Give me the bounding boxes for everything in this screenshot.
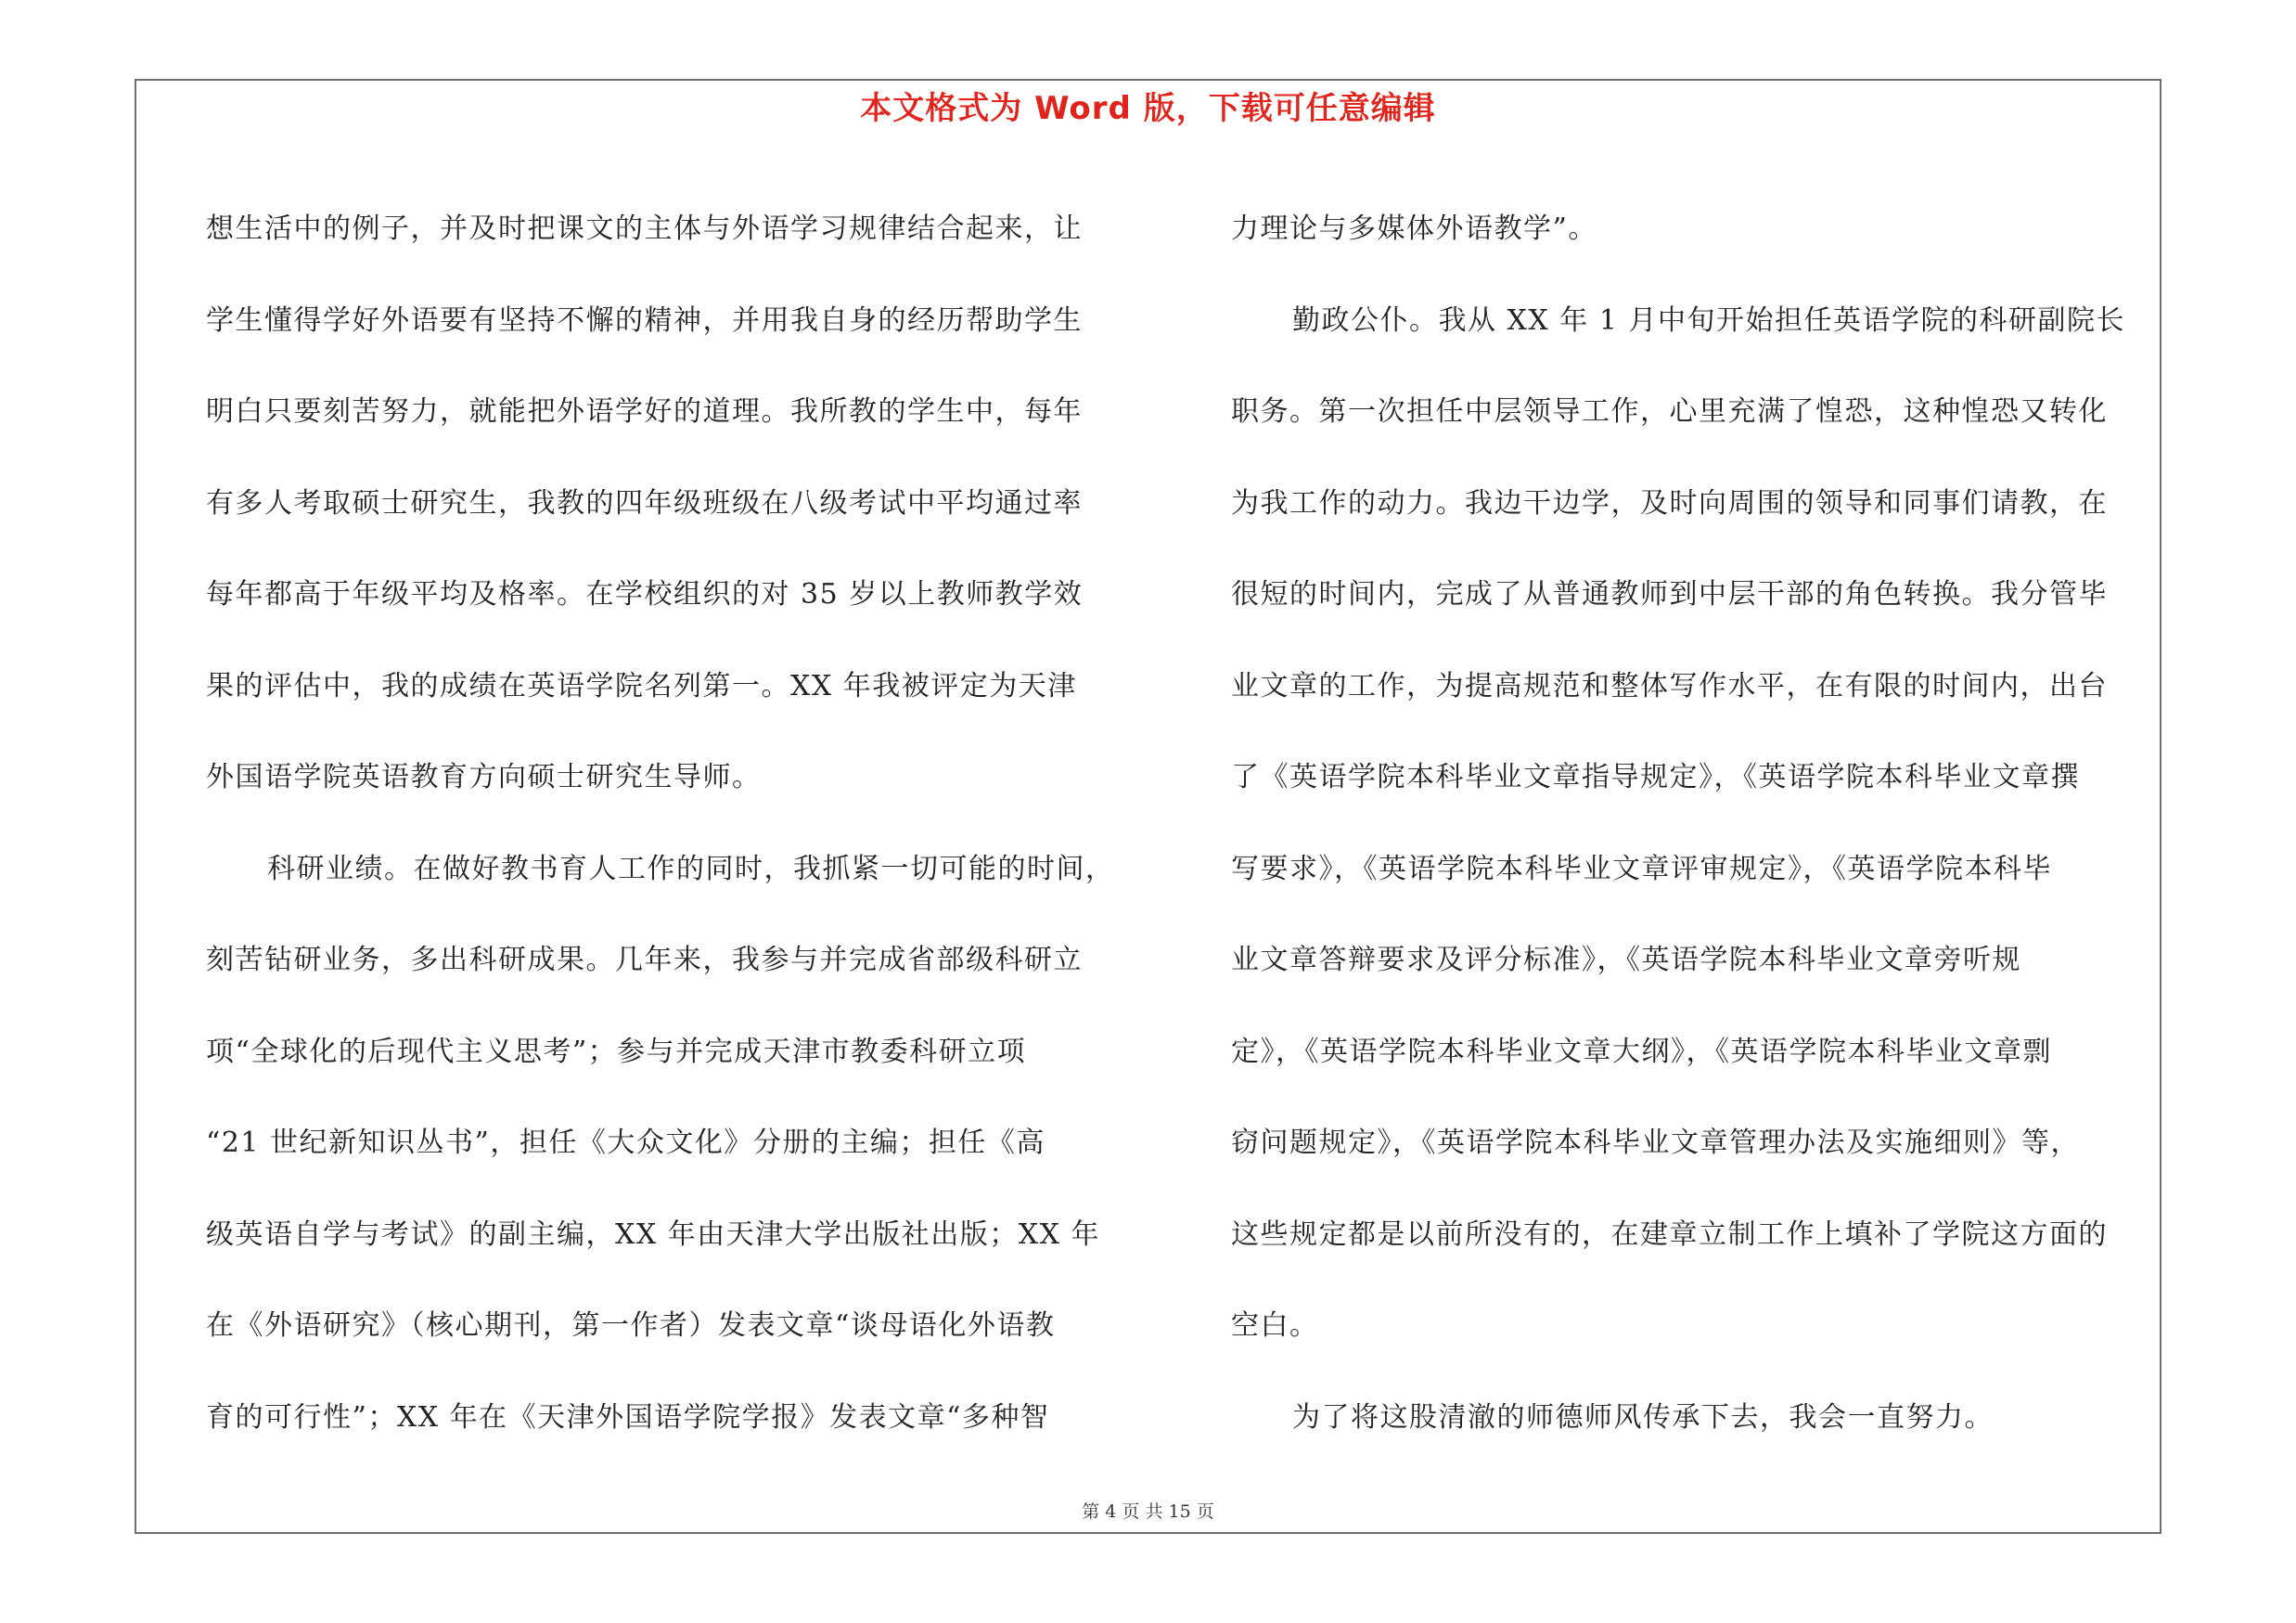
text-line: 项“全球化的后现代主义思考”；参与并完成天津市教委科研立项	[206, 1035, 1027, 1068]
text-line: 在《外语研究》（核心期刊，第一作者）发表文章“谈母语化外语教	[206, 1309, 1056, 1342]
text-line: 这些规定都是以前所没有的，在建章立制工作上填补了学院这方面的	[1231, 1217, 2108, 1251]
text-line: 力理论与多媒体外语教学”。	[1231, 213, 1597, 245]
text-line: 级英语自学与考试》的副主编，XX 年由天津大学出版社出版；XX 年	[206, 1217, 1101, 1251]
text-line: 写要求》，《英语学院本科毕业文章评审规定》，《英语学院本科毕	[1231, 852, 2052, 885]
text-line: 了《英语学院本科毕业文章指导规定》，《英语学院本科毕业文章撰	[1231, 761, 2080, 793]
text-line: 为我工作的动力。我边干边学，及时向周围的领导和同事们请教，在	[1231, 486, 2108, 520]
paragraph-start-line: 为了将这股清澈的师德师风传承下去，我会一直努力。	[1292, 1400, 1994, 1434]
text-line: 很短的时间内，完成了从普通教师到中层干部的角色转换。我分管毕	[1231, 578, 2108, 611]
text-line: “21 世纪新知识丛书”，担任《大众文化》分册的主编；担任《高	[206, 1127, 1045, 1159]
text-line: 想生活中的例子，并及时把课文的主体与外语学习规律结合起来，让	[206, 213, 1083, 245]
text-line: 学生懂得学好外语要有坚持不懈的精神，并用我自身的经历帮助学生	[206, 303, 1083, 337]
page-footer: 第 4 页 共 15 页	[1082, 1501, 1214, 1522]
text-line: 定》，《英语学院本科毕业文章大纲》，《英语学院本科毕业文章剽	[1231, 1035, 2052, 1068]
left-column	[206, 184, 1124, 1463]
text-line: 果的评估中，我的成绩在英语学院名列第一。XX 年我被评定为天津	[206, 669, 1077, 702]
paragraph-start-line: 科研业绩。在做好教书育人工作的同时，我抓紧一切可能的时间，	[267, 852, 1115, 885]
text-line: 每年都高于年级平均及格率。在学校组织的对 35 岁以上教师教学效	[206, 578, 1084, 611]
right-column	[1231, 184, 2154, 1463]
text-line: 有多人考取硕士研究生，我教的四年级班级在八级考试中平均通过率	[206, 486, 1083, 520]
text-line: 职务。第一次担任中层领导工作，心里充满了惶恐，这种惶恐又转化	[1231, 395, 2108, 428]
text-line: 外国语学院英语教育方向硕士研究生导师。	[206, 761, 762, 793]
text-line: 育的可行性”；XX 年在《天津外国语学院学报》发表文章“多种智	[206, 1400, 1050, 1434]
text-line: 业文章答辩要求及评分标准》，《英语学院本科毕业文章旁听规	[1231, 944, 2021, 976]
text-line: 空白。	[1231, 1309, 1319, 1342]
text-line: 业文章的工作，为提高规范和整体写作水平，在有限的时间内，出台	[1231, 669, 2108, 702]
page-banner: 本文格式为 Word 版，下载可任意编辑	[860, 90, 1436, 127]
paragraph-start-line: 勤政公仆。我从 XX 年 1 月中旬开始担任英语学院的科研副院长	[1292, 303, 2125, 337]
text-line: 明白只要刻苦努力，就能把外语学好的道理。我所教的学生中，每年	[206, 395, 1083, 428]
text-line: 刻苦钻研业务，多出科研成果。几年来，我参与并完成省部级科研立	[206, 944, 1083, 976]
text-line: 窃问题规定》，《英语学院本科毕业文章管理办法及实施细则》等，	[1231, 1127, 2080, 1159]
